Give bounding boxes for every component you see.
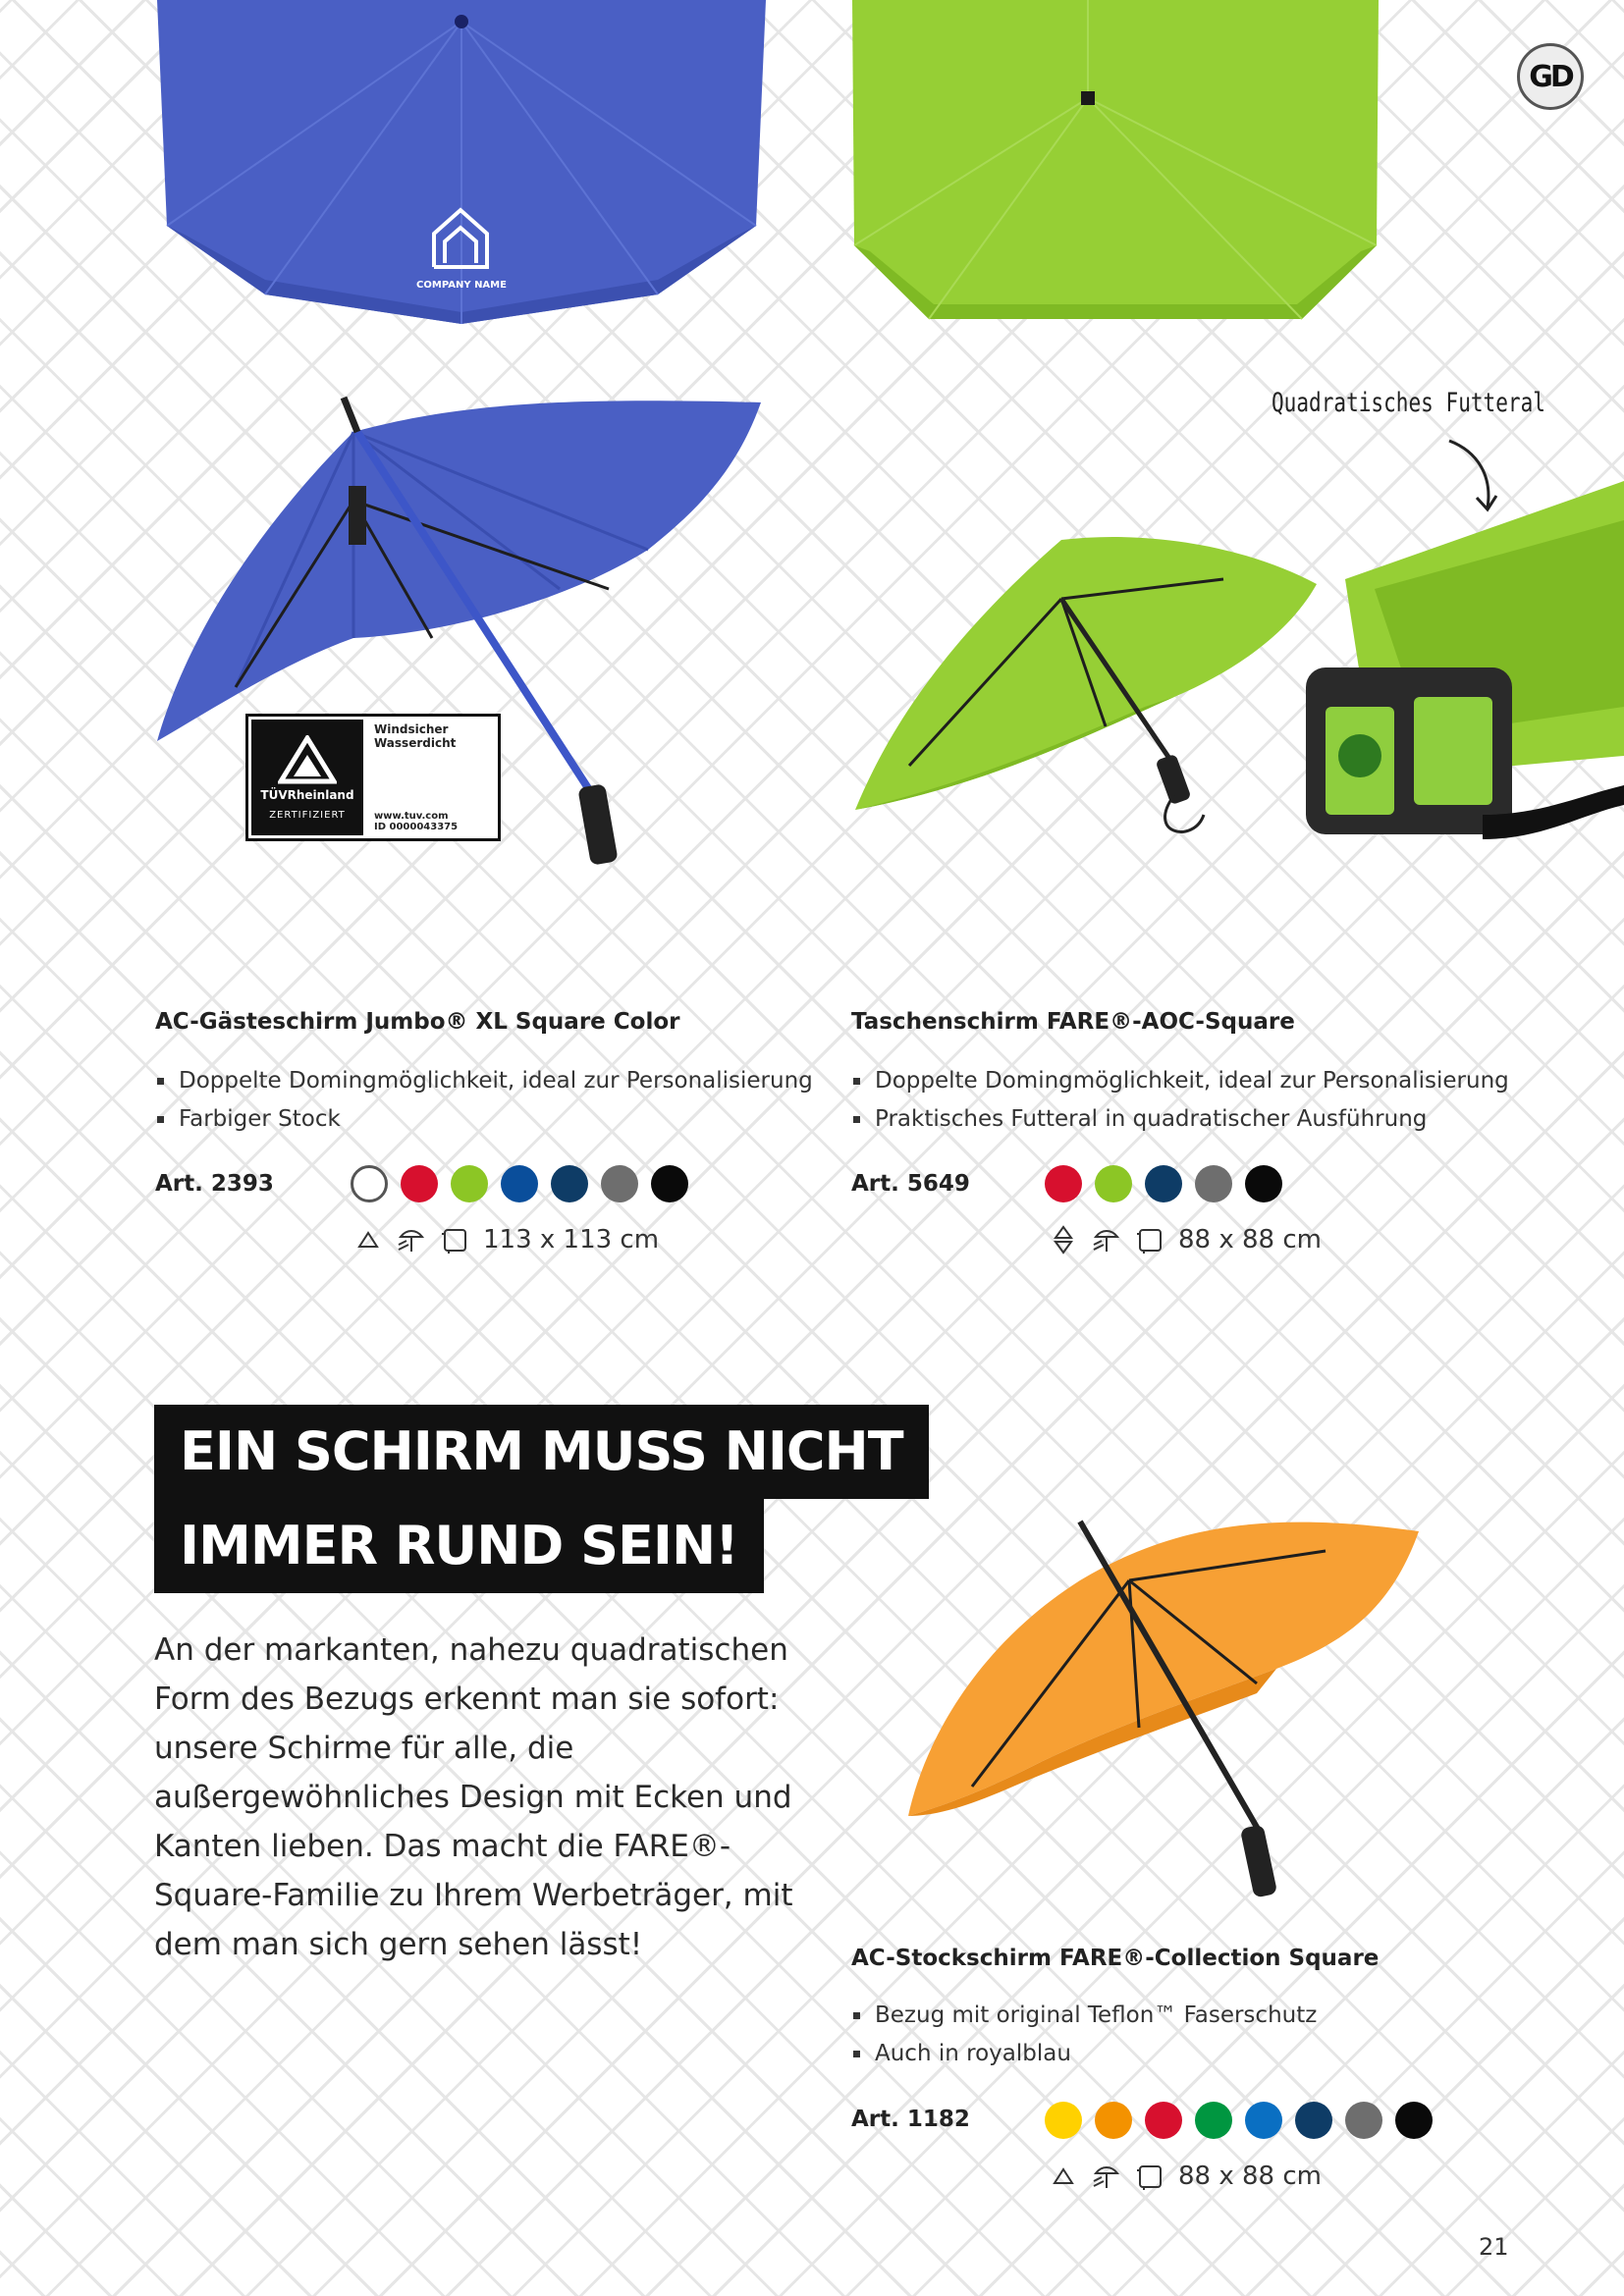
product2-bullet: Doppelte Domingmöglichkeit, ideal zur Personalisierung — [851, 1062, 1509, 1100]
tuv-certified: ZERTIFIZIERT — [269, 809, 346, 821]
headline-line1: EIN SCHIRM MUSS NICHT — [154, 1405, 929, 1499]
product1-bullet: Farbiger Stock — [155, 1100, 813, 1139]
headline-line2: IMMER RUND SEIN! — [154, 1499, 764, 1593]
product1-features — [353, 1225, 659, 1255]
product3-colors — [1045, 2102, 1433, 2139]
size-icon — [1135, 2162, 1164, 2191]
color-swatch[interactable] — [451, 1165, 488, 1202]
product2-features — [1049, 1225, 1322, 1255]
tuv-triangle-icon — [278, 735, 337, 784]
color-swatch[interactable] — [1095, 2102, 1132, 2139]
auto-open-close-icon — [1049, 1225, 1078, 1255]
color-swatch[interactable] — [401, 1165, 438, 1202]
color-swatch[interactable] — [1195, 1165, 1232, 1202]
color-swatch[interactable] — [1045, 1165, 1082, 1202]
callout-label: Quadratisches Futteral — [1272, 388, 1545, 418]
color-swatch[interactable] — [1145, 1165, 1182, 1202]
badge-line2: Wasserdicht — [374, 736, 457, 750]
windproof-icon — [397, 1225, 426, 1255]
color-swatch[interactable] — [1045, 2102, 1082, 2139]
product2-art: Art. 5649 — [851, 1171, 970, 1197]
color-swatch[interactable] — [1295, 2102, 1332, 2139]
orange-umbrella-image — [884, 1512, 1434, 1904]
tuv-logo — [248, 717, 366, 838]
green-umbrella-side-view — [850, 520, 1322, 854]
color-swatch[interactable] — [1145, 2102, 1182, 2139]
tuv-badge — [245, 714, 501, 841]
color-swatch[interactable] — [551, 1165, 588, 1202]
product1-title: AC-Gästeschirm Jumbo® XL Square Color — [155, 1009, 680, 1035]
color-swatch[interactable] — [1395, 2102, 1433, 2139]
tuv-brand: TÜVRheinland — [260, 787, 354, 802]
color-swatch[interactable] — [1245, 2102, 1282, 2139]
product1-art: Art. 2393 — [155, 1171, 274, 1197]
windproof-icon — [1092, 1225, 1121, 1255]
badge-web: www.tuv.com — [374, 811, 449, 822]
product3-title: AC-Stockschirm FARE®-Collection Square — [851, 1946, 1380, 1971]
page-number: 21 — [1479, 2233, 1509, 2261]
product2-bullets — [851, 1062, 1509, 1139]
product1-bullets — [155, 1062, 813, 1139]
intro-paragraph: An der markanten, nahezu quadratischen Form des Bezugs erkennt man sie sofort: unsere Schirme für alle, die außergewöhnliches Design mit Ecken und Kanten lieben. Das macht die FARE®-Square-Familie zu Ihrem Werbeträger, mit dem man sich gern sehen lässt! — [154, 1632, 793, 1962]
green-umbrella-top-view — [850, 0, 1380, 324]
company-name-print: COMPANY NAME — [416, 280, 507, 291]
product2-title: Taschenschirm FARE®-AOC-Square — [851, 1009, 1295, 1035]
product3-features — [1049, 2162, 1322, 2191]
product3-bullet: Bezug mit original Teflon™ Faserschutz — [851, 1997, 1317, 2035]
windproof-icon — [1092, 2162, 1121, 2191]
product3-bullets — [851, 1997, 1317, 2073]
product2-size: 88 x 88 cm — [1178, 1225, 1322, 1255]
product1-bullet: Doppelte Domingmöglichkeit, ideal zur Personalisierung — [155, 1062, 813, 1100]
color-swatch[interactable] — [501, 1165, 538, 1202]
color-swatch[interactable] — [1245, 1165, 1282, 1202]
color-swatch[interactable] — [651, 1165, 688, 1202]
color-swatch[interactable] — [601, 1165, 638, 1202]
auto-open-icon — [353, 1225, 383, 1255]
product3-art: Art. 1182 — [851, 2107, 970, 2132]
brand-logo: GD — [1517, 43, 1584, 110]
color-swatch[interactable] — [1095, 1165, 1132, 1202]
size-icon — [440, 1225, 469, 1255]
product2-colors — [1045, 1165, 1282, 1202]
product3-size: 88 x 88 cm — [1178, 2162, 1322, 2191]
product2-bullet: Praktisches Futteral in quadratischer Ausführung — [851, 1100, 1509, 1139]
color-swatch[interactable] — [351, 1165, 388, 1202]
product1-colors — [351, 1165, 688, 1202]
product3-bullet: Auch in royalblau — [851, 2035, 1317, 2073]
square-case-image — [1286, 461, 1624, 874]
color-swatch[interactable] — [1195, 2102, 1232, 2139]
color-swatch[interactable] — [1345, 2102, 1382, 2139]
badge-id: ID 0000043375 — [374, 822, 459, 832]
size-icon — [1135, 1225, 1164, 1255]
badge-line1: Windsicher — [374, 722, 449, 736]
product1-size: 113 x 113 cm — [483, 1225, 660, 1255]
auto-open-icon — [1049, 2162, 1078, 2191]
